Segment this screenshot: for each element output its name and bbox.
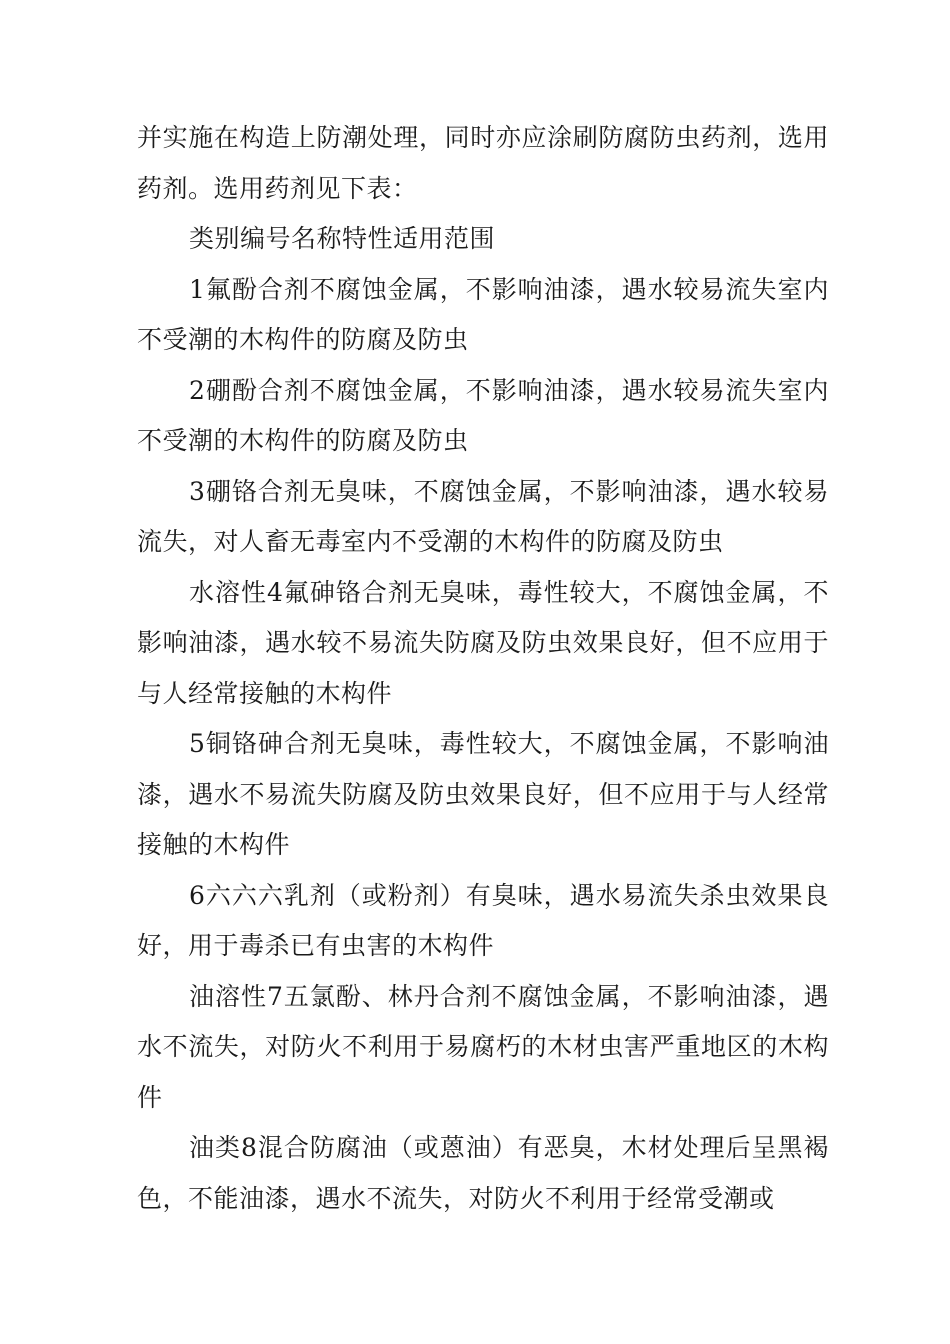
paragraph-9-item-7: 油溶性7五氯酚、林丹合剂不腐蚀金属，不影响油漆，遇水不流失，对防火不利用于易腐朽的木材虫害严重地区的木构件: [137, 981, 829, 1112]
paragraph-5-item-3: 3硼铬合剂无臭味，不腐蚀金属，不影响油漆，遇水较易流失，对人畜无毒室内不受潮的木构件的防腐及防虫: [137, 476, 829, 556]
paragraph-4-item-2: 2硼酚合剂不腐蚀金属，不影响油漆，遇水较易流失室内不受潮的木构件的防腐及防虫: [137, 375, 829, 455]
paragraph-1: 并实施在构造上防潮处理，同时亦应涂刷防腐防虫药剂，选用药剂。选用药剂见下表：: [137, 123, 829, 203]
paragraph-7-item-5: 5铜铬砷合剂无臭味，毒性较大，不腐蚀金属，不影响油漆，遇水不易流失防腐及防虫效果良好，但不应用于与人经常接触的木构件: [137, 729, 829, 859]
paragraph-10-item-8: 油类8混合防腐油（或蒽油）有恶臭，木材处理后呈黑褐色，不能油漆，遇水不流失，对防火不利用于经常受潮或: [137, 1133, 829, 1213]
paragraph-8-item-6: 6六六六乳剂（或粉剂）有臭味，遇水易流失杀虫效果良好，用于毒杀已有虫害的木构件: [137, 880, 829, 960]
paragraph-2-table-header: 类别编号名称特性适用范围: [189, 224, 496, 253]
document-body: [137, 113, 829, 1224]
paragraph-6-item-4: 水溶性4氟砷铬合剂无臭味，毒性较大，不腐蚀金属，不影响油漆，遇水较不易流失防腐及防虫效果良好，但不应用于与人经常接触的木构件: [137, 577, 829, 708]
paragraph-3-item-1: 1氟酚合剂不腐蚀金属，不影响油漆，遇水较易流失室内不受潮的木构件的防腐及防虫: [137, 274, 829, 354]
